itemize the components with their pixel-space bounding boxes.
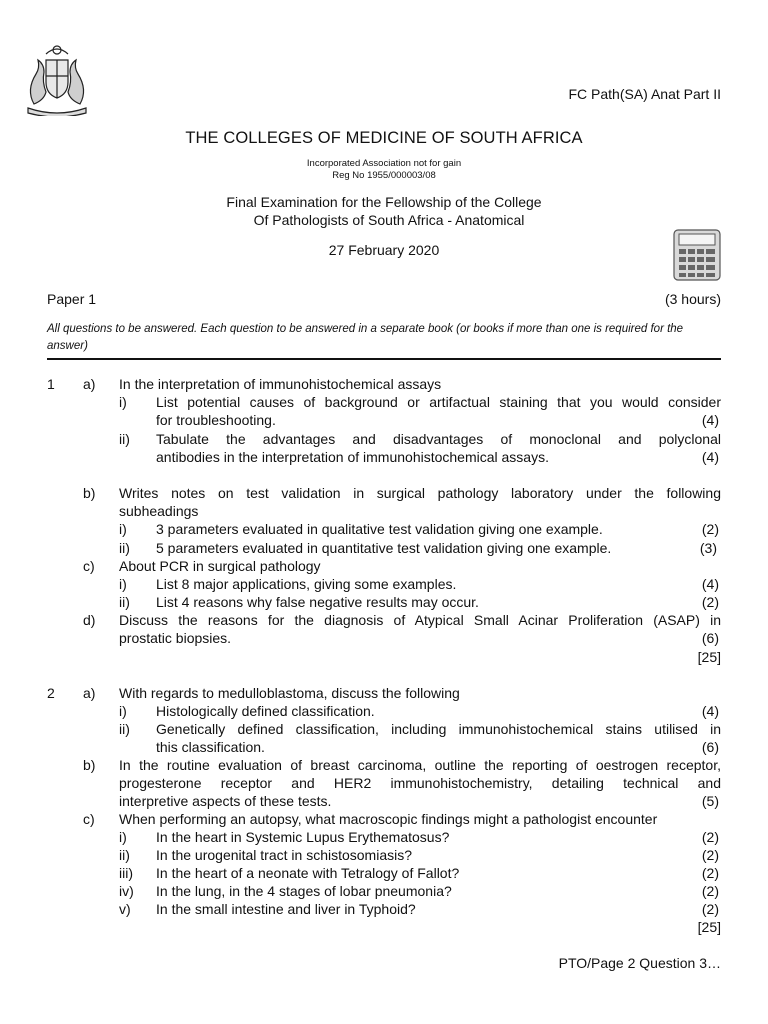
question-number: 2 bbox=[47, 685, 55, 701]
subpart-label: ii) bbox=[119, 721, 130, 737]
part-text: In the interpretation of immunohistochemical assays bbox=[119, 376, 442, 392]
subpart-label: v) bbox=[119, 901, 131, 917]
subpart-label: iv) bbox=[119, 883, 134, 899]
subpart-text: this classification. bbox=[156, 739, 265, 755]
subpart-text: Tabulate the advantages and disadvantages of monoclonal and polyclonal bbox=[156, 431, 721, 447]
subpart-text: 5 parameters evaluated in quantitative test validation giving one example. bbox=[156, 540, 612, 556]
part-text: interpretive aspects of these tests. bbox=[119, 793, 332, 809]
registration-number: Reg No 1955/000003/08 bbox=[332, 170, 436, 181]
subpart-text: for troubleshooting. bbox=[156, 412, 276, 428]
subpart-text: antibodies in the interpretation of immunohistochemical assays. bbox=[156, 449, 549, 465]
subpart-text: Genetically defined classification, including immunohistochemical stains utilised in bbox=[156, 721, 721, 737]
marks: (2) bbox=[701, 829, 719, 845]
marks: (6) bbox=[701, 630, 719, 646]
subpart-label: i) bbox=[119, 521, 127, 537]
college-name: THE COLLEGES OF MEDICINE OF SOUTH AFRICA bbox=[185, 129, 583, 147]
part-text: prostatic biopsies. bbox=[119, 630, 232, 646]
subpart-label: i) bbox=[119, 829, 127, 845]
exam-date: 27 February 2020 bbox=[328, 242, 440, 258]
subpart-label: ii) bbox=[119, 847, 130, 863]
subpart-label: ii) bbox=[119, 540, 130, 556]
part-label: b) bbox=[83, 757, 96, 773]
marks: (2) bbox=[701, 594, 719, 610]
part-label: b) bbox=[83, 485, 96, 501]
exam-duration: (3 hours) bbox=[664, 291, 721, 307]
part-label: a) bbox=[83, 376, 96, 392]
subpart-text: In the heart in Systemic Lupus Erythematosus? bbox=[156, 829, 450, 845]
part-label: d) bbox=[83, 612, 96, 628]
marks: (4) bbox=[701, 449, 719, 465]
part-text: Discuss the reasons for the diagnosis of Atypical Small Acinar Proliferation (ASAP) in bbox=[119, 612, 721, 628]
part-text: progesterone receptor and HER2 immunohistochemistry, detailing technical and bbox=[119, 775, 721, 791]
subpart-label: ii) bbox=[119, 594, 130, 610]
marks: (6) bbox=[701, 739, 719, 755]
subpart-label: ii) bbox=[119, 431, 130, 447]
subpart-text: List 8 major applications, giving some examples. bbox=[156, 576, 457, 592]
marks: (2) bbox=[701, 901, 719, 917]
marks: (3) bbox=[699, 540, 717, 556]
exam-title-line1: Final Examination for the Fellowship of the College bbox=[226, 194, 542, 210]
association-line: Incorporated Association not for gain bbox=[306, 158, 462, 169]
subpart-text: In the small intestine and liver in Typhoid? bbox=[156, 901, 416, 917]
part-text: When performing an autopsy, what macroscopic findings might a pathologist encounter bbox=[119, 811, 658, 827]
subpart-text: 3 parameters evaluated in qualitative test validation giving one example. bbox=[156, 521, 603, 537]
question-number: 1 bbox=[47, 376, 55, 392]
part-text: Writes notes on test validation in surgical pathology laboratory under the following bbox=[119, 485, 721, 501]
part-label: c) bbox=[83, 558, 95, 574]
part-label: c) bbox=[83, 811, 95, 827]
subpart-label: i) bbox=[119, 394, 127, 410]
marks: (2) bbox=[701, 865, 719, 881]
marks: (2) bbox=[701, 847, 719, 863]
marks: (4) bbox=[701, 576, 719, 592]
subpart-text: In the heart of a neonate with Tetralogy of Fallot? bbox=[156, 865, 460, 881]
course-code: FC Path(SA) Anat Part II bbox=[568, 86, 721, 102]
subpart-text: In the lung, in the 4 stages of lobar pneumonia? bbox=[156, 883, 452, 899]
subpart-label: i) bbox=[119, 576, 127, 592]
part-text: In the routine evaluation of breast carcinoma, outline the reporting of oestrogen receptor, bbox=[119, 757, 721, 773]
paper-number: Paper 1 bbox=[47, 291, 97, 307]
subpart-text: List 4 reasons why false negative results may occur. bbox=[156, 594, 479, 610]
subpart-label: i) bbox=[119, 703, 127, 719]
part-label: a) bbox=[83, 685, 96, 701]
question-total: [25] bbox=[697, 919, 721, 935]
page-footer: PTO/Page 2 Question 3… bbox=[558, 955, 721, 971]
instructions: All questions to be answered. Each question to be answered in a separate book (or books if more than one is required for the answer) bbox=[47, 323, 684, 352]
subpart-label: iii) bbox=[119, 865, 133, 881]
part-text: About PCR in surgical pathology bbox=[119, 558, 321, 574]
marks: (4) bbox=[701, 412, 719, 428]
subpart-text: In the urogenital tract in schistosomiasis? bbox=[156, 847, 413, 863]
marks: (2) bbox=[701, 883, 719, 899]
marks: (4) bbox=[701, 703, 719, 719]
question-total: [25] bbox=[697, 649, 721, 665]
subpart-text: Histologically defined classification. bbox=[156, 703, 375, 719]
marks: (2) bbox=[701, 521, 719, 537]
part-text: subheadings bbox=[119, 503, 199, 519]
exam-title-line2: Of Pathologists of South Africa - Anatomical bbox=[253, 212, 525, 228]
part-text: With regards to medulloblastoma, discuss the following bbox=[119, 685, 460, 701]
subpart-text: List potential causes of background or artifactual staining that you would consider bbox=[156, 394, 721, 410]
marks: (5) bbox=[701, 793, 719, 809]
